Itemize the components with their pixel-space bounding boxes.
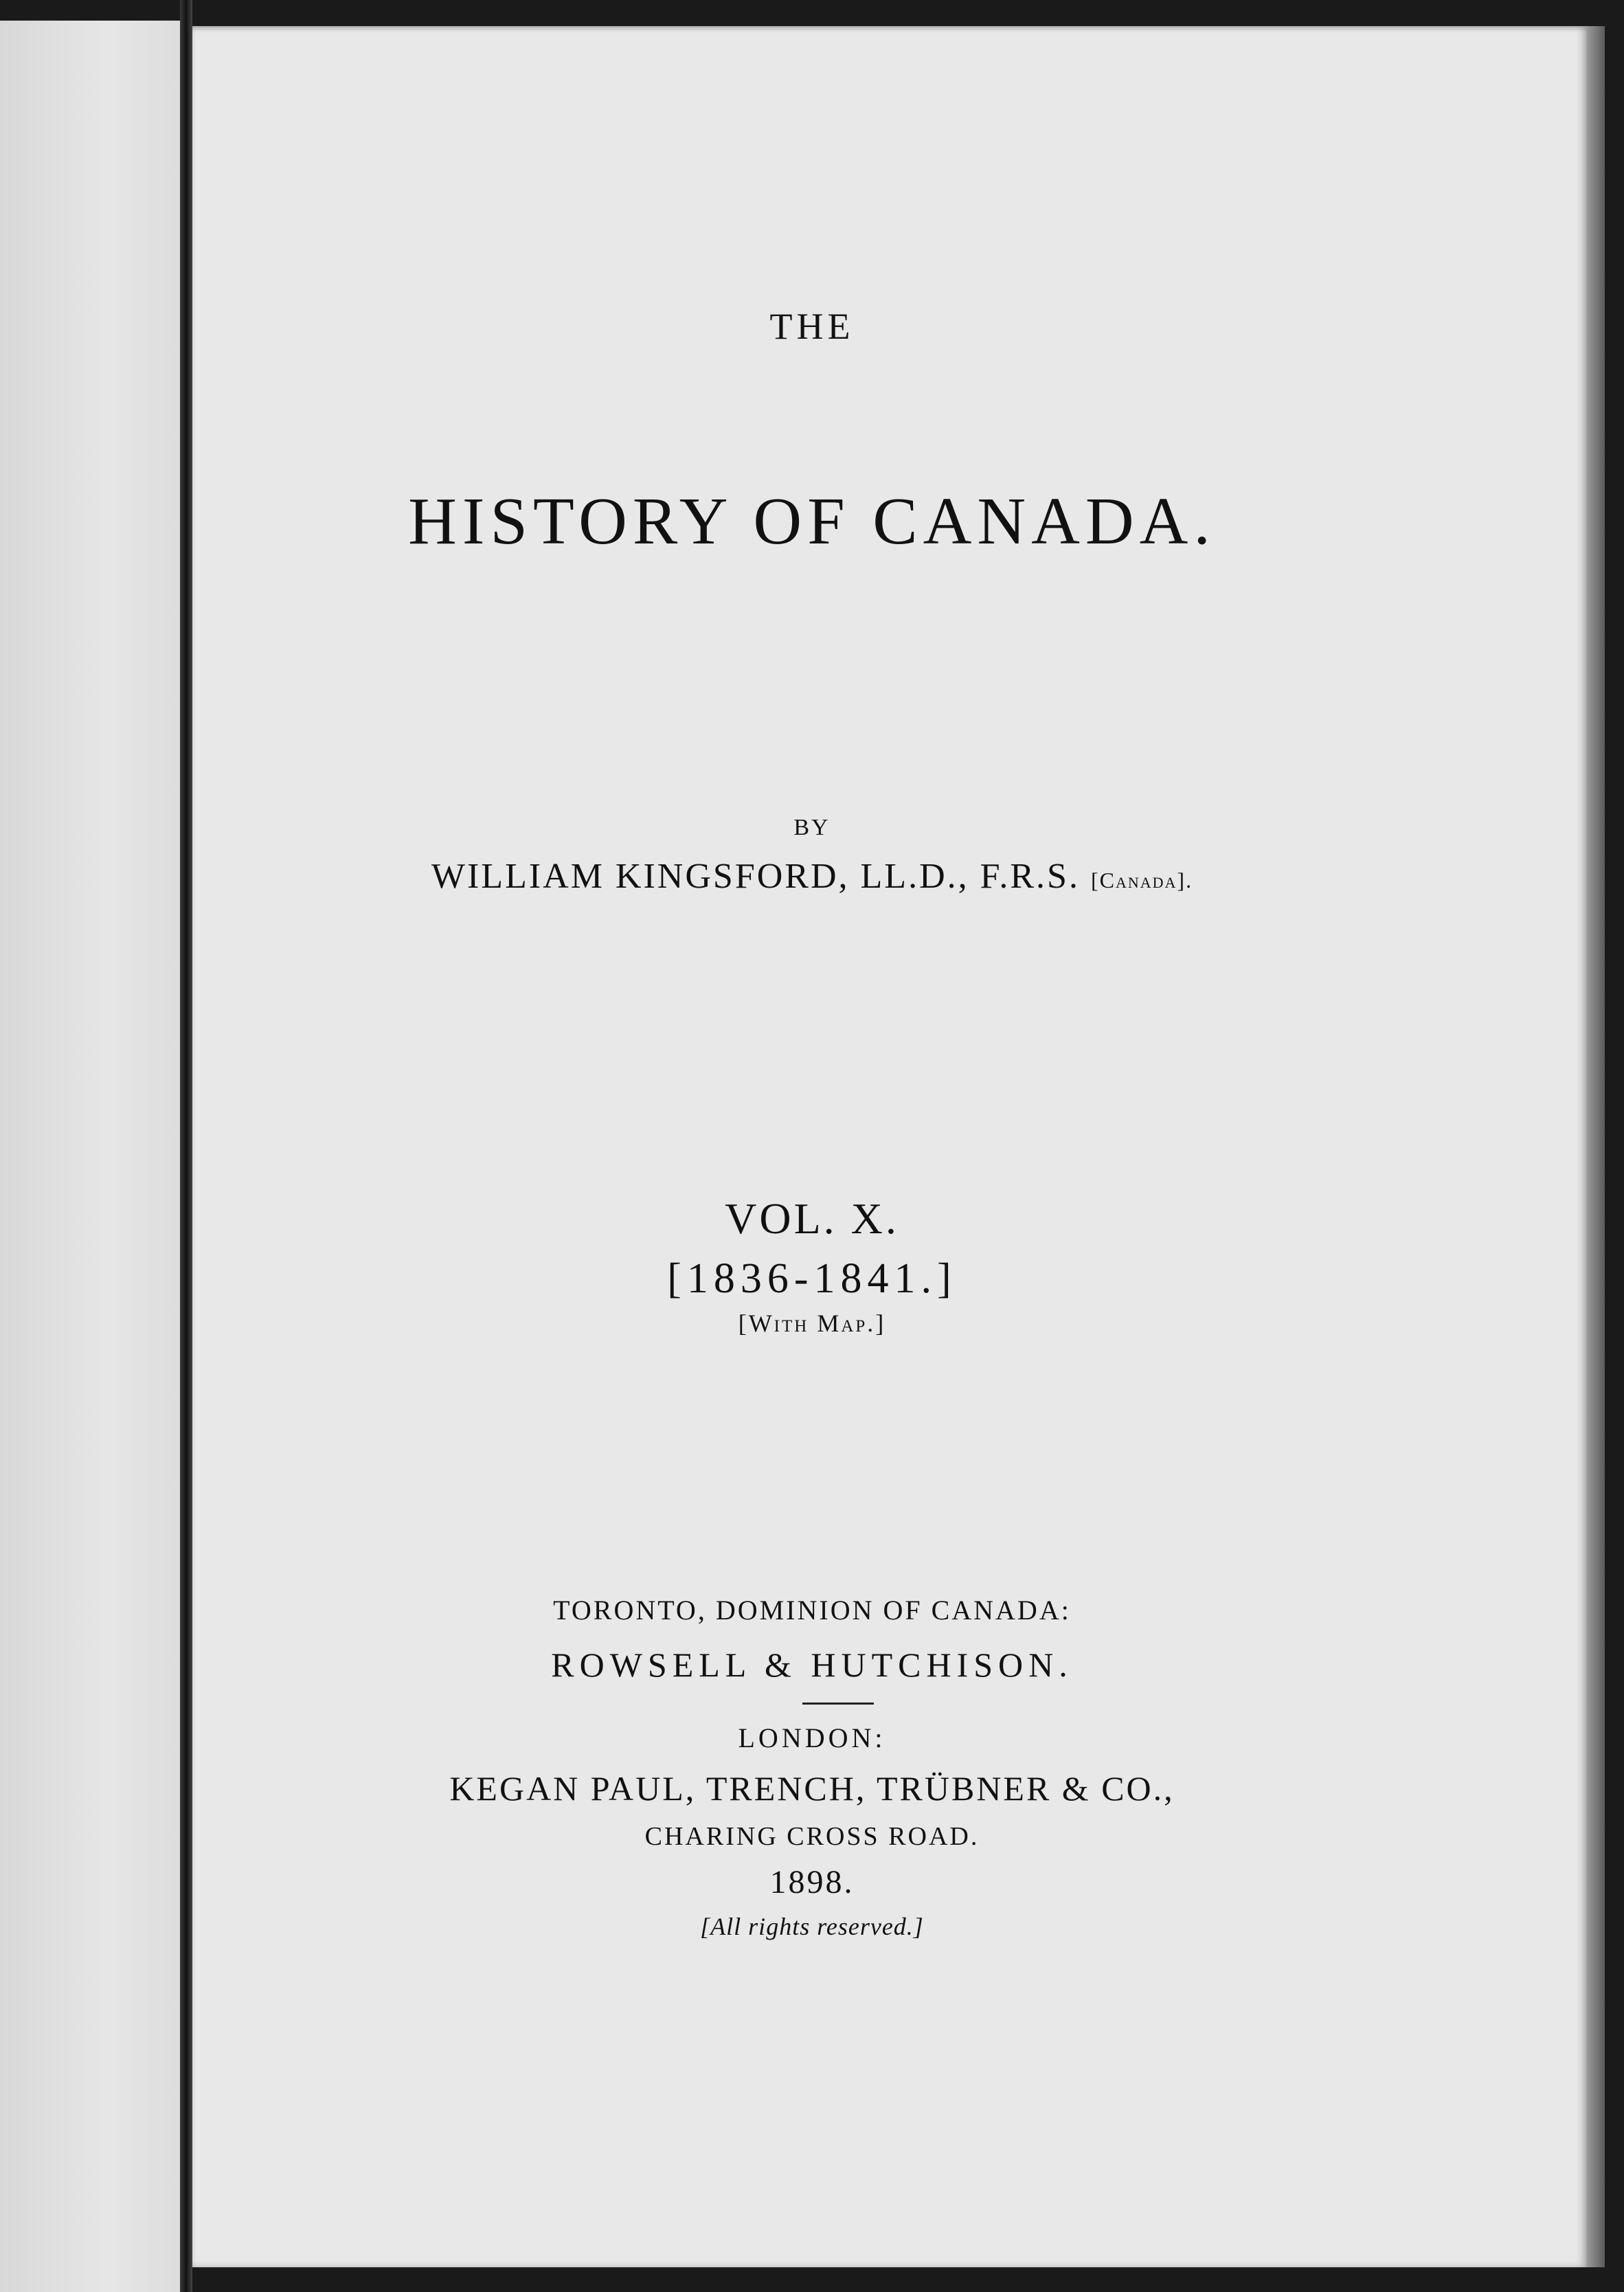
author-name: WILLIAM KINGSFORD, LL.D., F.R.S. [431, 857, 1080, 896]
rights-notice: [All rights reserved.] [700, 1913, 924, 1940]
book-title: HISTORY OF CANADA. [408, 484, 1216, 559]
volume-number: VOL. X. [725, 1194, 899, 1243]
title-the: THE [769, 306, 855, 347]
publisher-divider [802, 1703, 874, 1705]
author-affiliation: [Canada]. [1090, 868, 1193, 892]
volume-dates: [1836-1841.] [667, 1255, 957, 1302]
left-page-edge [0, 21, 184, 2292]
publisher-rowsell: ROWSELL & HUTCHISON. [551, 1645, 1073, 1684]
publication-year: 1898. [769, 1864, 855, 1900]
by-line: BY [793, 815, 831, 840]
with-map-note: [With Map.] [738, 1310, 886, 1337]
publisher-place-london: LONDON: [738, 1722, 886, 1753]
author-line [0, 859, 1624, 895]
publisher-address: CHARING CROSS ROAD. [644, 1822, 980, 1851]
publisher-kegan-paul: KEGAN PAUL, TRENCH, TRÜBNER & CO., [449, 1769, 1175, 1808]
publisher-place-toronto: TORONTO, DOMINION OF CANADA: [553, 1595, 1071, 1626]
